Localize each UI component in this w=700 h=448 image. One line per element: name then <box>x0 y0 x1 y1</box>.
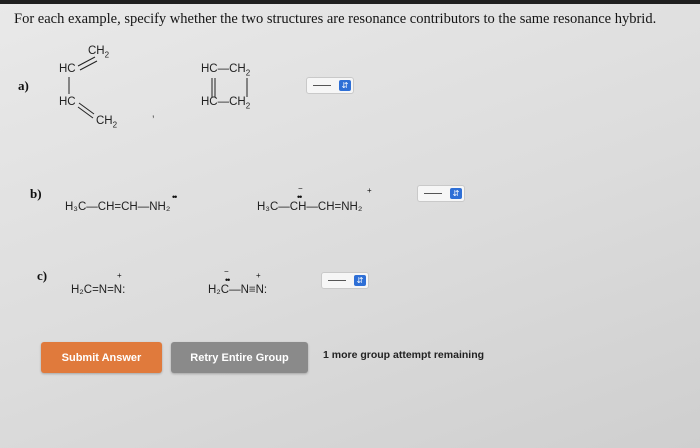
answer-select-c[interactable] <box>321 272 369 289</box>
answer-select-b[interactable] <box>417 185 465 202</box>
a-left-bottom-hc: HC <box>59 96 76 108</box>
a-stray-mark: ’ <box>152 115 155 127</box>
c-right-plus-charge: + <box>256 271 261 280</box>
retry-entire-group-button[interactable]: Retry Entire Group <box>171 342 308 373</box>
c-left-structure: H₂C=N=N: <box>71 284 126 296</box>
question-c-label: c) <box>37 268 48 283</box>
b-right-plus-charge: + <box>367 186 372 195</box>
select-value <box>424 193 442 194</box>
a-left-top-hc: HC <box>59 63 76 75</box>
b-right-minus-charge: − <box>298 184 303 193</box>
a-right-top: $HC—CH_2$ <box>201 63 251 78</box>
c-right-minus-charge: − <box>224 267 229 276</box>
select-arrow-icon: ⇵ <box>450 188 462 199</box>
a-left-top-ch2: $CH_2$ <box>88 45 110 60</box>
b-left-lone-pair: •• <box>172 192 177 202</box>
question-b-label: b) <box>30 186 42 201</box>
c-right-lone-pair: •• <box>225 275 230 285</box>
submit-answer-button[interactable]: Submit Answer <box>41 342 162 373</box>
c-right-structure: H₂C—N≡N: <box>208 284 268 296</box>
select-value <box>328 280 346 281</box>
question-a-label: a) <box>18 78 29 93</box>
a-right-bottom: $HC—CH_2$ <box>201 96 251 111</box>
select-arrow-icon: ⇵ <box>339 80 351 91</box>
a-left-bottom-ch2: $CH_2$ <box>96 115 118 130</box>
b-right-structure: H₃C—CH—CH=NH₂ <box>257 201 363 213</box>
answer-select-a[interactable] <box>306 77 354 94</box>
b-left-structure: H₃C—CH=CH—NH₂ <box>65 201 171 213</box>
attempts-remaining-text: 1 more group attempt remaining <box>323 349 485 361</box>
question-prompt: For each example, specify whether the two structures are resonance contributors to the same resonance hybrid. <box>14 11 657 27</box>
b-right-lone-pair: •• <box>297 192 302 202</box>
select-arrow-icon: ⇵ <box>354 275 366 286</box>
c-left-plus-charge: + <box>117 271 122 280</box>
select-value <box>313 85 331 86</box>
